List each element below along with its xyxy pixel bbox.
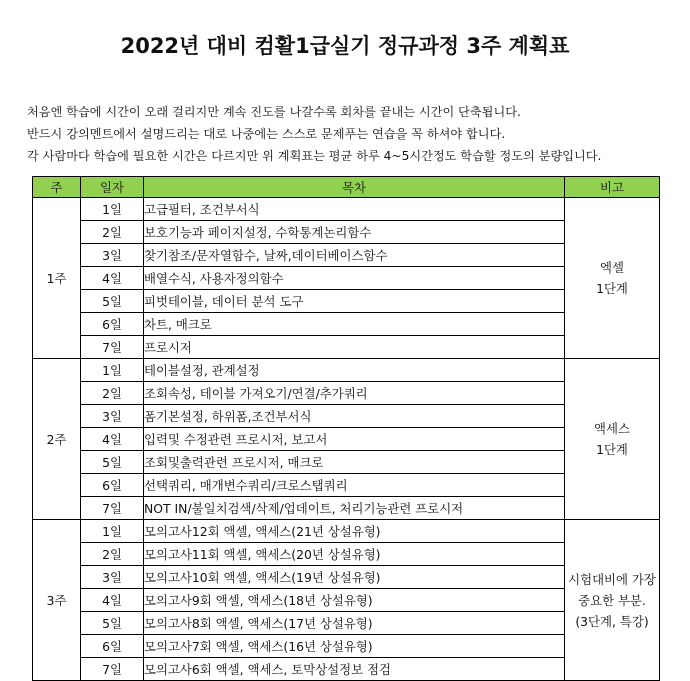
- content-cell: 모의고사10회 액셀, 액세스(19년 상설유형): [144, 566, 565, 589]
- content-cell: 배열수식, 사용자정의함수: [144, 267, 565, 290]
- note-line: 1단계: [596, 442, 628, 457]
- content-cell: 선택쿼리, 매개변수쿼리/크로스탭쿼리: [144, 474, 565, 497]
- day-cell: 4일: [81, 589, 144, 612]
- content-cell: 모의고사11회 액셀, 액세스(20년 상설유형): [144, 543, 565, 566]
- week-label: 3주: [33, 520, 81, 681]
- day-cell: 3일: [81, 244, 144, 267]
- day-cell: 5일: [81, 451, 144, 474]
- day-cell: 1일: [81, 198, 144, 221]
- day-cell: 7일: [81, 658, 144, 681]
- day-cell: 5일: [81, 290, 144, 313]
- intro-line: 각 사람마다 학습에 필요한 시간은 다르지만 위 계획표는 평균 하루 4~5시간정도 학습할 정도의 분량입니다.: [27, 149, 602, 163]
- content-cell: 프로시저: [144, 336, 565, 359]
- week-label: 2주: [33, 359, 81, 520]
- day-cell: 4일: [81, 428, 144, 451]
- day-cell: 2일: [81, 543, 144, 566]
- content-cell: NOT IN/불일치검색/삭제/업데이트, 처리기능관련 프로시저: [144, 497, 565, 520]
- week-label: 1주: [33, 198, 81, 359]
- note-line: 엑셀: [600, 260, 624, 275]
- table-row: [33, 198, 660, 221]
- note-line: 액세스: [594, 421, 630, 436]
- day-cell: 6일: [81, 474, 144, 497]
- day-cell: 2일: [81, 382, 144, 405]
- content-cell: 모의고사8회 액셀, 액세스(17년 상설유형): [144, 612, 565, 635]
- day-cell: 4일: [81, 267, 144, 290]
- header-week: 주: [33, 177, 81, 198]
- day-cell: 1일: [81, 359, 144, 382]
- day-cell: 6일: [81, 313, 144, 336]
- intro-line: 반드시 강의멘트에서 설명드리는 대로 나중에는 스스로 문제푸는 연습을 꼭 하셔야 합니다.: [27, 127, 506, 141]
- day-cell: 5일: [81, 612, 144, 635]
- day-cell: 3일: [81, 405, 144, 428]
- content-cell: 보호기능과 페이지설정, 수학통계논리함수: [144, 221, 565, 244]
- day-cell: 3일: [81, 566, 144, 589]
- content-cell: 모의고사12회 액셀, 액세스(21년 상설유형): [144, 520, 565, 543]
- note-line: (3단계, 특강): [575, 613, 649, 629]
- day-cell: 6일: [81, 635, 144, 658]
- content-cell: 조회및출력관련 프로시저, 매크로: [144, 451, 565, 474]
- content-cell: 조회속성, 테이블 가져오기/연결/추가쿼리: [144, 382, 565, 405]
- day-cell: 1일: [81, 520, 144, 543]
- page-title: 2022년 대비 컴활1급실기 정규과정 3주 계획표: [120, 34, 570, 58]
- header-contents: 목차: [144, 177, 565, 198]
- schedule-body: [33, 198, 660, 681]
- note-line: 1단계: [596, 281, 628, 296]
- schedule-table: [32, 176, 660, 681]
- table-row: [33, 359, 660, 382]
- content-cell: 입력및 수정관련 프로시저, 보고서: [144, 428, 565, 451]
- header-note: 비고: [565, 177, 660, 198]
- day-cell: 2일: [81, 221, 144, 244]
- content-cell: 모의고사9회 액셀, 액세스(18년 상설유형): [144, 589, 565, 612]
- content-cell: 피벗테이블, 데이터 분석 도구: [144, 290, 565, 313]
- table-header-row: [33, 177, 660, 198]
- content-cell: 모의고사7회 액셀, 액세스(16년 상설유형): [144, 635, 565, 658]
- note-cell: [565, 198, 660, 359]
- day-cell: 7일: [81, 336, 144, 359]
- note-line: 중요한 부분.: [578, 592, 646, 608]
- note-cell: [565, 359, 660, 520]
- note-cell: [565, 520, 660, 681]
- content-cell: 차트, 매크로: [144, 313, 565, 336]
- content-cell: 폼기본설정, 하위폼,조건부서식: [144, 405, 565, 428]
- intro-line: 처음엔 학습에 시간이 오래 걸리지만 계속 진도를 나갈수록 회차를 끝내는 시간이 단축됩니다.: [27, 105, 521, 119]
- note-line: 시험대비에 가장: [568, 571, 656, 587]
- header-day: 일자: [81, 177, 144, 198]
- table-row: [33, 520, 660, 543]
- content-cell: 고급필터, 조건부서식: [144, 198, 565, 221]
- content-cell: 찾기참조/문자열함수, 날짜,데이터베이스함수: [144, 244, 565, 267]
- content-cell: 테이블설정, 관계설정: [144, 359, 565, 382]
- day-cell: 7일: [81, 497, 144, 520]
- intro-text: [27, 101, 677, 167]
- content-cell: 모의고사6회 액셀, 액세스, 토막상설정보 점검: [144, 658, 565, 681]
